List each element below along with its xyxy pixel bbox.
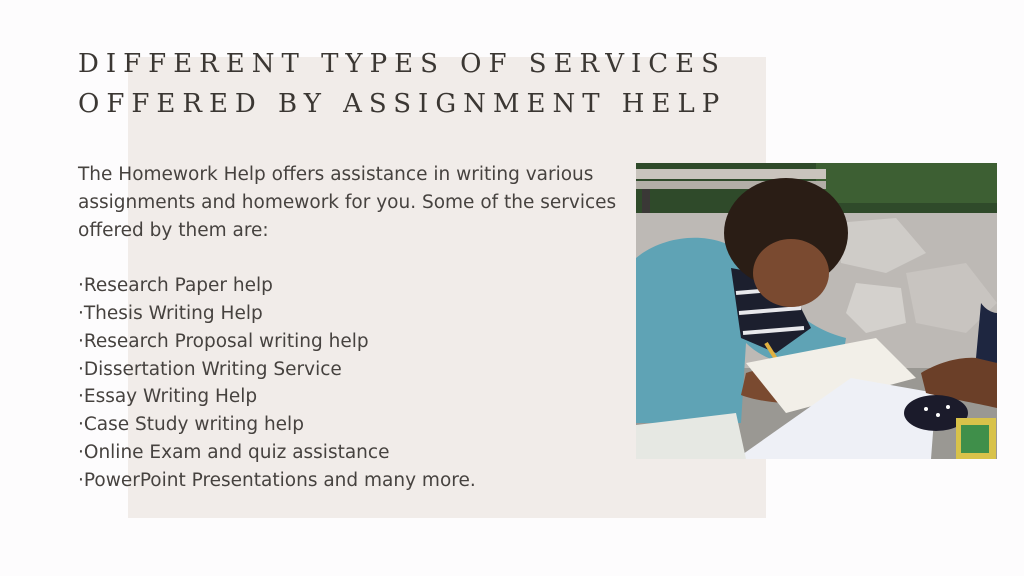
service-item: ·Dissertation Writing Service: [78, 358, 342, 380]
slide-title-line-2: OFFERED BY ASSIGNMENT HELP: [78, 89, 727, 119]
service-item: ·Case Study writing help: [78, 414, 304, 436]
service-item: ·Thesis Writing Help: [78, 302, 263, 324]
service-item: ·PowerPoint Presentations and many more.: [78, 469, 476, 491]
slide-title: [78, 44, 726, 124]
bench-top-shape: [636, 169, 826, 179]
student-photo-illustration: [636, 163, 997, 459]
pouch-dot-shape: [924, 407, 928, 411]
box-label-shape: [961, 425, 989, 453]
service-item: ·Essay Writing Help: [78, 386, 258, 408]
body-text: [78, 161, 623, 495]
service-item: ·Research Proposal writing help: [78, 330, 369, 352]
hedge-highlight-shape: [816, 163, 997, 203]
service-item: ·Research Paper help: [78, 275, 273, 297]
child-face-shape: [753, 239, 829, 307]
intro-paragraph: The Homework Help offers assistance in writing various assignments and homework for you. Some of the services offered by them are:: [78, 164, 617, 241]
slide-title-line-1: DIFFERENT TYPES OF SERVICES: [78, 49, 726, 79]
services-list: [78, 272, 623, 494]
pouch-dot-shape: [946, 405, 950, 409]
pouch-dot-shape: [936, 413, 940, 417]
service-item: ·Online Exam and quiz assistance: [78, 441, 390, 463]
student-photo: [636, 163, 997, 459]
